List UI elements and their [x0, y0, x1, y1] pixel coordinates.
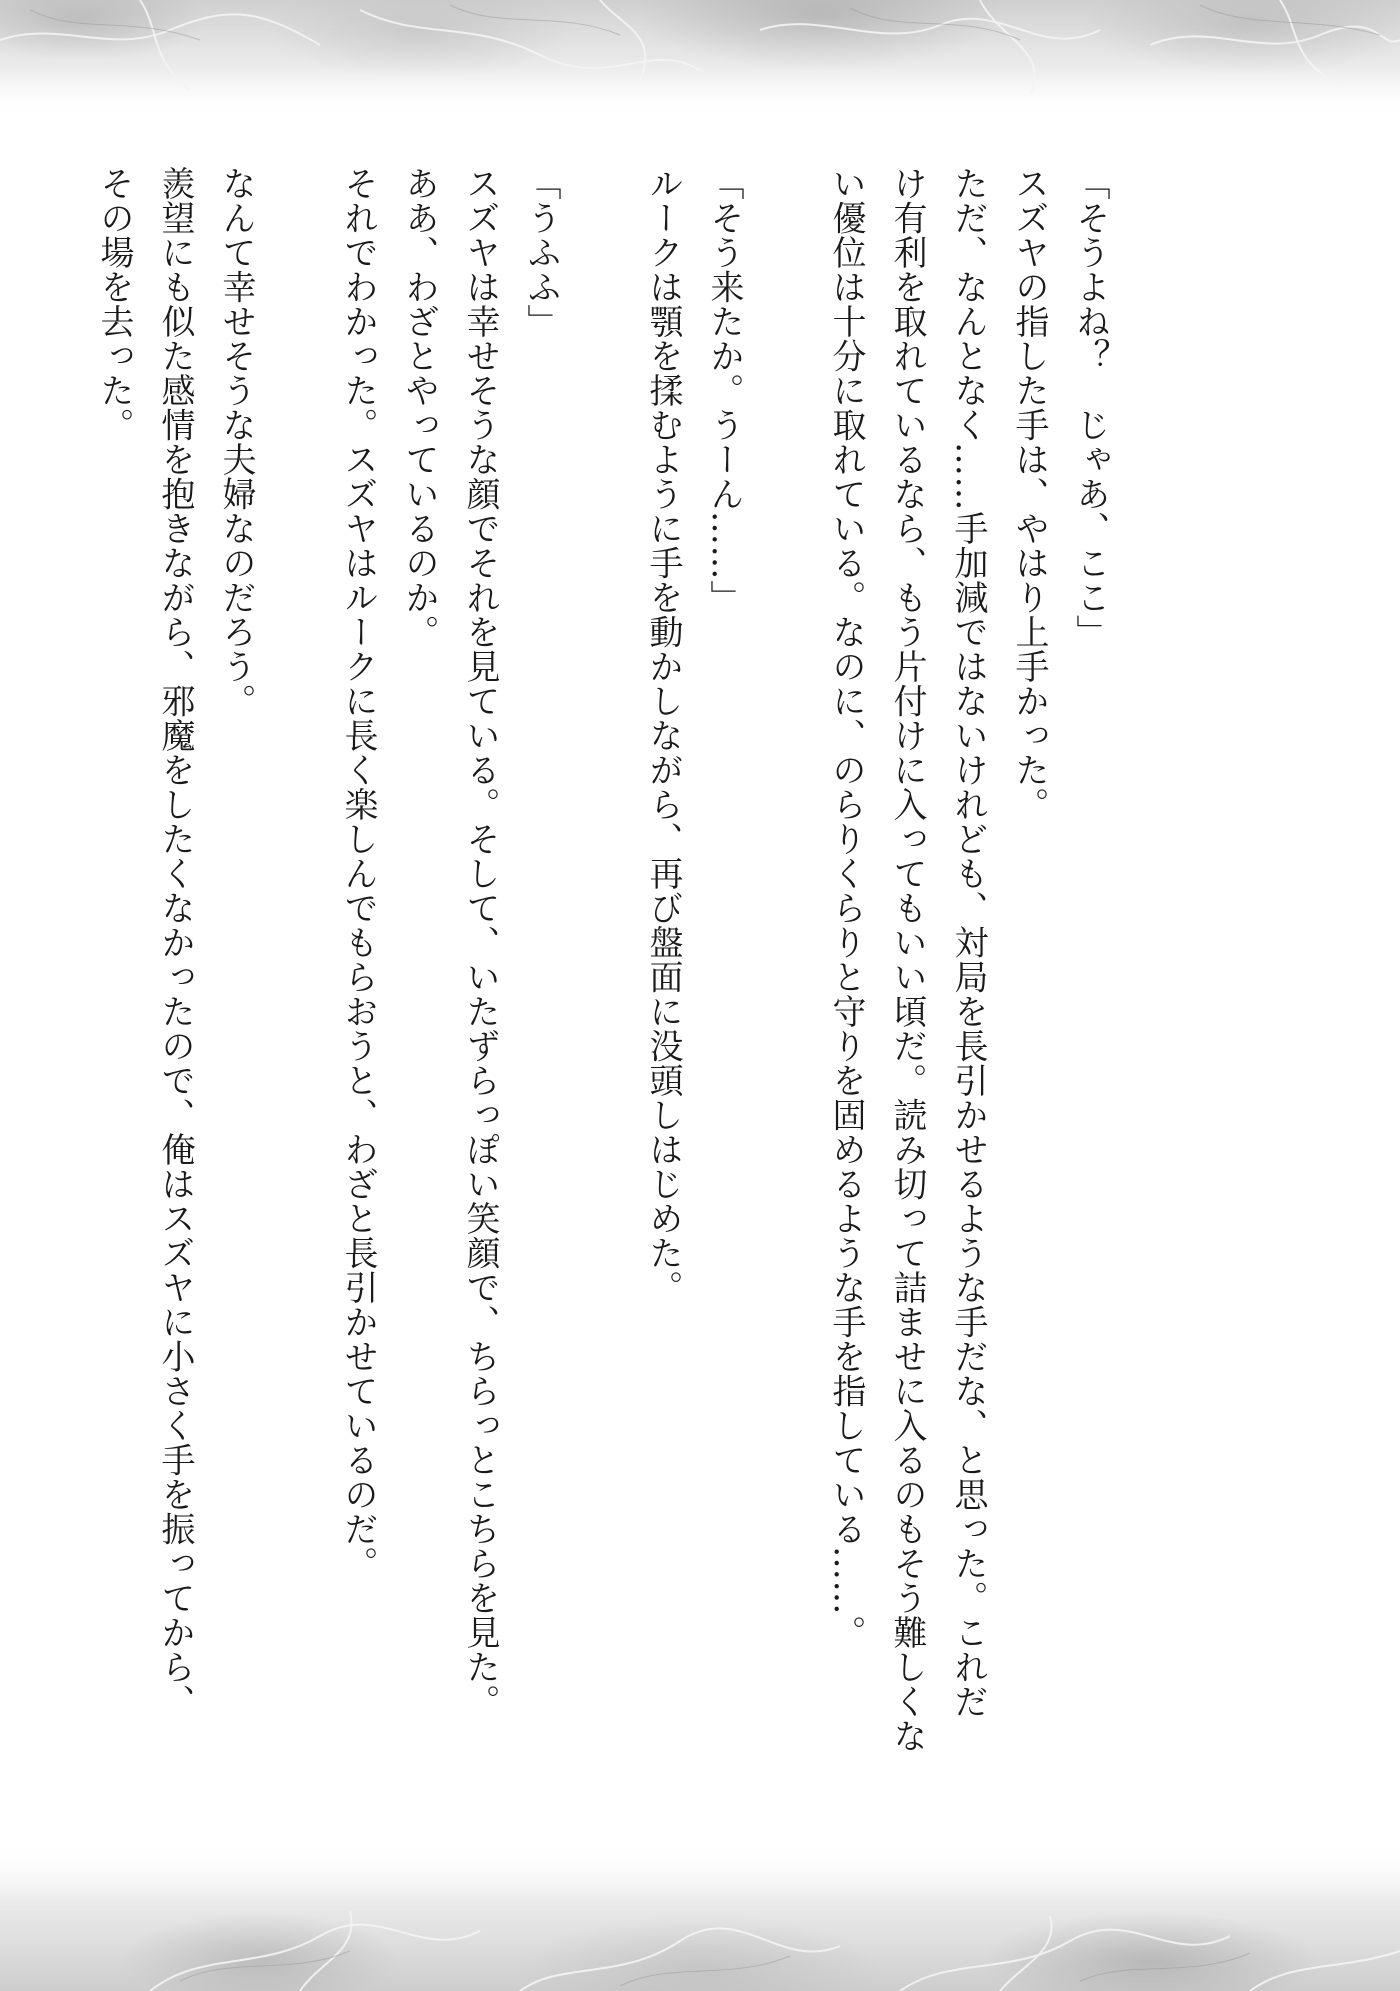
text-line-10: ああ、わざとやっているのか。: [399, 166, 439, 649]
blank-line: [266, 166, 327, 1846]
marble-texture-bottom: [0, 1841, 1400, 1991]
marble-texture-top: [0, 0, 1400, 120]
text-line-1: 「そうよね？ じゃあ、ここ」: [1070, 166, 1110, 649]
text-line-14: その場を去った。: [94, 166, 134, 442]
text-line-4: け有利を取れているなら、もう片付けに入ってもいい頃だ。読み切って詰ませに入るのもそう難しくな: [887, 166, 927, 1753]
text-line-6: 「そう来たか。うーん……」: [704, 166, 744, 615]
marble-veins-top: [0, 0, 1400, 120]
text-line-5: い優位は十分に取れている。なのに、のらりくらりと守りを固めるような手を指している……。: [826, 166, 866, 1650]
text-line-7: ルークは顎を揉むように手を動かしながら、再び盤面に没頭しはじめた。: [643, 166, 683, 1305]
text-line-13: 羨望にも似た感情を抱きながら、邪魔をしたくなかったので、俺はスズヤに小さく手を振ってから、: [155, 166, 195, 1719]
marble-veins-bottom: [0, 1841, 1400, 1991]
blank-line: [571, 166, 632, 1846]
blank-line: [754, 166, 815, 1846]
text-line-8: 「うふふ」: [521, 166, 561, 339]
text-line-9: スズヤは幸せそうな顔でそれを見ている。そして、いたずらっぽい笑顔で、ちらっとこちらを見た。: [460, 166, 500, 1719]
text-line-3: ただ、なんとなく……手加減ではないけれども、対局を長引かせるような手だな、と思った。これだ: [948, 166, 988, 1719]
text-line-12: なんて幸せそうな夫婦なのだろう。: [216, 166, 256, 718]
text-line-11: それでわかった。スズヤはルークに長く楽しんでもらおうと、わざと長引かせているのだ。: [338, 166, 378, 1581]
vertical-text-body: [83, 166, 1120, 1846]
text-line-2: スズヤの指した手は、やはり上手かった。: [1009, 166, 1049, 822]
